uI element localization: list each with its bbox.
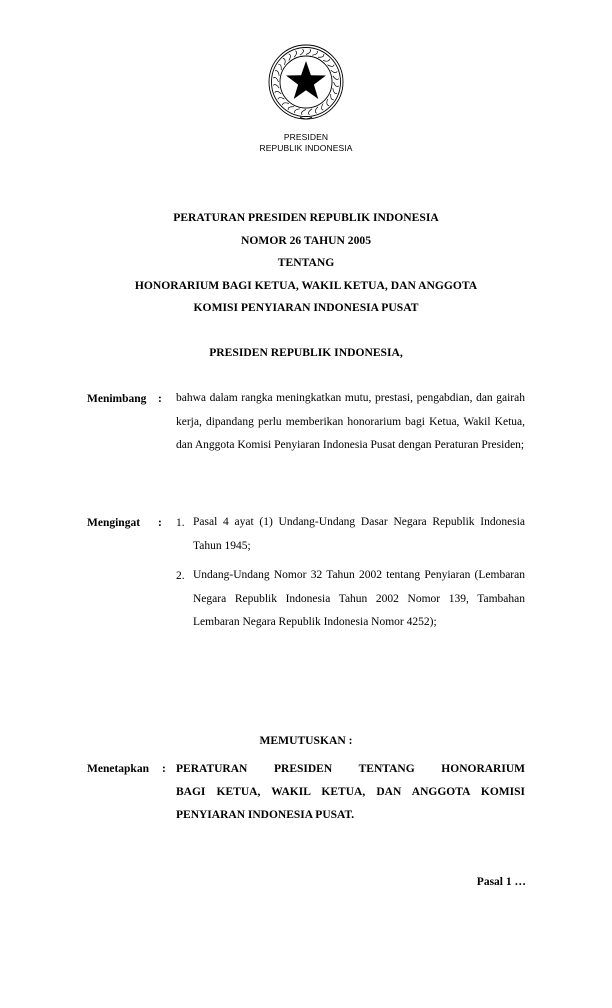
menetapkan-label: Menetapkan xyxy=(87,763,149,775)
wreath-leaf xyxy=(275,91,281,94)
menetapkan-line-2: BAGI KETUA, WAKIL KETUA, DAN ANGGOTA KOMISI xyxy=(176,786,525,798)
menimbang-colon: : xyxy=(158,393,162,405)
wreath-leaf xyxy=(302,110,306,115)
wreath-leaf xyxy=(289,54,291,61)
mengingat-item-1-text: Pasal 4 ayat (1) Undang-Undang Dasar Negara Republik Indonesia Tahun 1945; xyxy=(193,516,525,552)
wreath-leaf xyxy=(327,99,329,105)
menetapkan-line-1: PERATURAN PRESIDEN TENTANG HONORARIUM xyxy=(176,763,525,775)
wreath-leaf xyxy=(328,65,335,67)
menetapkan-line-3: PENYIARAN INDONESIA PUSAT. xyxy=(176,809,355,821)
menetapkan-colon: : xyxy=(162,763,166,775)
wreath-leaf xyxy=(318,54,324,57)
next-page-indicator: Pasal 1 … xyxy=(476,876,526,888)
memutuskan-heading: MEMUTUSKAN : xyxy=(259,734,353,747)
wreath-leaf xyxy=(295,109,300,113)
wreath-leaf xyxy=(273,85,279,89)
wreath-leaf xyxy=(283,58,285,64)
wreath-leaf xyxy=(333,76,339,80)
wreath-leaf xyxy=(333,88,337,93)
header-caption-republik: REPUBLIK INDONESIA xyxy=(259,143,353,153)
wreath-leaf xyxy=(312,51,317,55)
wreath-leaf xyxy=(315,107,318,113)
mengingat-item-2-text: Undang-Undang Nomor 32 Tahun 2002 tentang Penyiaran (Lembaran Negara Republik Indonesia Tahun 2002 Nomor 139, Tambahan Lembaran Negara Republik Indonesia Nomor 4252); xyxy=(193,569,525,628)
menimbang-label: Menimbang xyxy=(87,393,147,405)
title-line-3: TENTANG xyxy=(277,256,335,269)
garuda-emblem-icon xyxy=(266,42,346,122)
wreath-leaf xyxy=(331,94,334,100)
mengingat-colon: : xyxy=(158,517,162,529)
wreath-leaf xyxy=(322,104,324,111)
wreath-leaf xyxy=(334,82,339,86)
wreath-leaf xyxy=(278,98,285,100)
wreath-leaf xyxy=(323,59,329,61)
wreath-leaf xyxy=(294,51,297,57)
wreath-leaf xyxy=(300,49,304,55)
wreath-leaf xyxy=(306,49,310,54)
mengingat-item-1-number: 1. xyxy=(176,517,185,529)
mengingat-item-2-number: 2. xyxy=(176,570,185,582)
title-line-5: KOMISI PENYIARAN INDONESIA PUSAT xyxy=(193,301,419,314)
menimbang-text: bahwa dalam rangka meningkatkan mutu, prestasi, pengabdian, dan gairah kerja, dipandang perlu memberikan honorarium bagi Ketua, Wakil Ketua, dan Anggota Komisi Penyiaran Indonesia Pusat dengan Peraturan Presiden; xyxy=(176,392,525,451)
title-line-1: PERATURAN PRESIDEN REPUBLIK INDONESIA xyxy=(173,211,439,224)
wreath-leaf xyxy=(278,64,281,70)
header-caption-presiden: PRESIDEN xyxy=(283,132,329,142)
wreath-leaf xyxy=(275,71,279,76)
mengingat-label: Mengingat xyxy=(87,517,141,529)
wreath-leaf xyxy=(273,78,278,82)
wreath-leaf xyxy=(282,103,288,105)
issuer-heading: PRESIDEN REPUBLIK INDONESIA, xyxy=(209,346,403,359)
wreath-leaf xyxy=(288,107,294,110)
wreath-leaf xyxy=(309,109,313,115)
title-line-4: HONORARIUM BAGI KETUA, WAKIL KETUA, DAN ANGGOTA xyxy=(134,279,478,292)
title-line-2: NOMOR 26 TAHUN 2005 xyxy=(241,234,371,247)
wreath-leaf xyxy=(331,70,337,73)
